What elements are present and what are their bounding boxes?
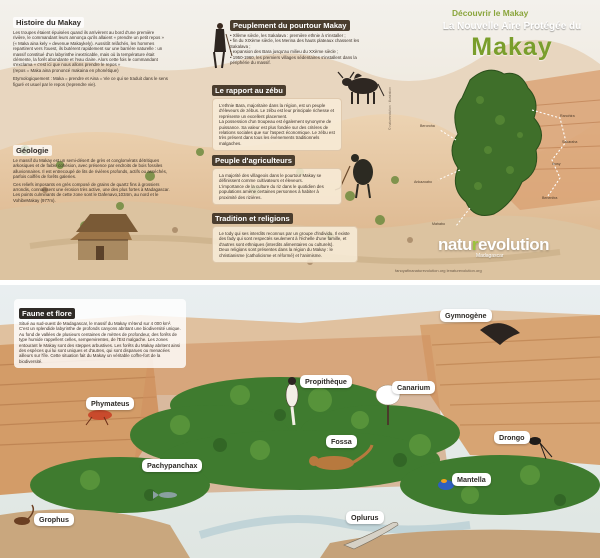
peuplement-item-2: • fin du XIXème siècle, les Merina des hauts plateaux chassent les Sakalava ; [230, 38, 360, 49]
logo-subtitle: Madagascar [476, 253, 504, 259]
map-village-6: Benenitra [542, 196, 558, 200]
histoire-paragraph-1: Les troupes étaient épuisées quand ils arrivèrent au bord d'une première rivière, le commandant leurs annonça qu'ils allaient « prendre un petit repos » (« Maka aina kely » devenue Makaykely). Aussitôt relâchés, les hommes repartirent vers l'ouest, ils butèrent rapidement sur une barrière naturelle : un massif constitué d'un labyrinthe inextricable, mais où la température était clémente, la forêt abondante et l'eau claire. Alors cette fois le commandant s'exclama « c'est ici que nous allons prendre le repos » [13, 30, 164, 68]
agriculteurs-text-box [212, 168, 342, 205]
map-village-5: Ankazoabo [414, 180, 432, 184]
grophus-label: Grophus [34, 513, 74, 526]
logo-part-3: evolution [478, 235, 550, 254]
peuplement-section [230, 15, 360, 65]
phymateus-label: Phymateus [86, 397, 134, 410]
geologie-title: Géologie [13, 145, 52, 156]
web-links[interactable]: fanoyafinanaturevolution.org lenaturevolution.org [395, 268, 482, 273]
peuplement-item-1: • Xllème siècle, les Sakalava : première ethnie à s'installer ; [230, 33, 346, 38]
map-village-1: Ranohira [560, 114, 575, 118]
propitheque-label: Propithèque [300, 375, 352, 388]
faune-title: Faune et flore [19, 308, 75, 319]
zebu-paragraph-2: La possession d'un troupeau est également synonyme de puissance. Sa valeur est plus fondée sur des critères de relations sociales que sur l'aspect économique. Le zébu est très présent dans tous les événements traditionnels malgaches. [219, 119, 335, 146]
kicker-text: Découvrir le Makay [452, 8, 529, 18]
peuplement-item-4: • 1950-1960, les premiers villages sédentaires s'installent dans la périphérie du massif. [230, 54, 357, 66]
agriculteurs-title: Peuple d'agriculteurs [212, 155, 295, 166]
tradition-paragraph-1: Le tody qui ses interdits reconnus par un groupe d'individu. Il existe des fady qui sont respectés seulement à l'échelle d'une famille, et d'autres sont ethniques (interdits alimentaires ou culturels). [219, 231, 350, 247]
logo-part-1: natu [438, 235, 472, 254]
mantella-label: Mantella [452, 473, 491, 486]
geologie-paragraph-2: Ces reliefs imposants en grès composé de grains de quartz fins à grossiers arrondis, connaissent une érosion très active, une des plus fortes à Madagascar. Les points culminants de cette zone sont le Dafenavo,1034m, au nord et le VohibeMakay (977m). [13, 181, 170, 203]
peuplement-title: Peuplement du pourtour Makay [230, 20, 350, 31]
tradition-text-box [212, 226, 358, 263]
histoire-title: Histoire du Makay [13, 17, 84, 28]
geologie-paragraph-1: Le massif du Makay est un semi-désert de grès et conglomérats détritiques arkosiques et de faible cohésion, avec présence par endroits de bois fossiles alluvionnaires. Il est entrecoupé de lits de rivières profonds, actifs ou asséchés, parfois coiffés de forêts galeries. [13, 158, 167, 180]
zebu-paragraph-1: L'ethnie Bara, majoritaire dans la région, est un peuple d'éleveurs de zébus. Le zébu est leur principale richesse et représente un excellent placement. [219, 103, 335, 119]
tradition-section [212, 208, 358, 263]
geologie-section [13, 140, 173, 203]
pachypanchax-label: Pachypanchax [142, 459, 202, 472]
zebu-title: Le rapport au zébu [212, 85, 286, 96]
map-village-3: Sakaraha [562, 140, 578, 144]
tradition-paragraph-2: Deux religions sont présentes dans la région du Makay : le christianisme (catholicisme et réformé) et l'animisme. [219, 247, 333, 258]
oplurus-label: Oplurus [346, 511, 384, 524]
naturevolution-logo [438, 235, 549, 255]
histoire-paragraph-3: Etymologiquement : Maka = prendre et Aina = Vie ce qui se traduit dans le sens figuré et usuel par le repos (reprendre vie). [13, 76, 168, 87]
map-village-4: Ihosy [552, 162, 561, 166]
map-village-7: Mahabo [432, 222, 445, 226]
credit-text: © naturevolution · illustration [388, 86, 392, 130]
makay-title: Makay [471, 33, 553, 61]
map-village-2: Beroroha [420, 124, 435, 128]
agriculteurs-section [212, 150, 342, 205]
agriculteurs-paragraph-2: L'importance de la culture du riz dans le quotidien des populations amène certaines personnes à habiter à proximité des rizières. [219, 183, 324, 200]
fossa-label: Fossa [326, 435, 357, 448]
peuplement-item-3: • expansion des Bara jusqu'au milieu du XXème siècle ; [230, 49, 339, 55]
bottom-panel [0, 285, 600, 558]
faune-section [14, 299, 186, 368]
logo-part-2: r [471, 235, 479, 254]
canarium-label: Canarium [392, 381, 435, 394]
faune-paragraph: Situé au sud-ouest de Madagascar, le massif du Makay s'étend sur 4 000 km². C'est un splendide labyrinthe de profonds canyons abritant une biodiversité unique. Au fond de vallées de plusieurs centaines de mètres de profondeur, des forêts de type humide rappellent celles, sempervirentes, de l'Est malgache. Les zones entourant le Makay sont des steppes arbustives. Les forêts du Makay abritent ainsi des espèces qui lui sont uniques et d'autres, qui sont disparues ou menacées ailleurs sur l'île. Cette situation fait du Makay un véritable coffre-fort de la biodiversité. [19, 321, 181, 364]
zebu-section [212, 80, 342, 151]
histoire-paragraph-2: (repos = Maka aina prononcé makaina en phonétique) [13, 67, 119, 73]
zebu-text-box [212, 98, 342, 151]
histoire-section [13, 12, 168, 87]
gymnogene-label: Gymnogène [440, 309, 492, 322]
drongo-label: Drongo [494, 431, 530, 444]
main-title: La Nouvelle Aire Protégée du [442, 21, 582, 32]
agriculteurs-paragraph-1: La majorité des villageois dans le pourtour Makay se définissent comme cultivateurs et éleveurs. [219, 173, 322, 184]
tradition-title: Tradition et religions [212, 213, 293, 224]
